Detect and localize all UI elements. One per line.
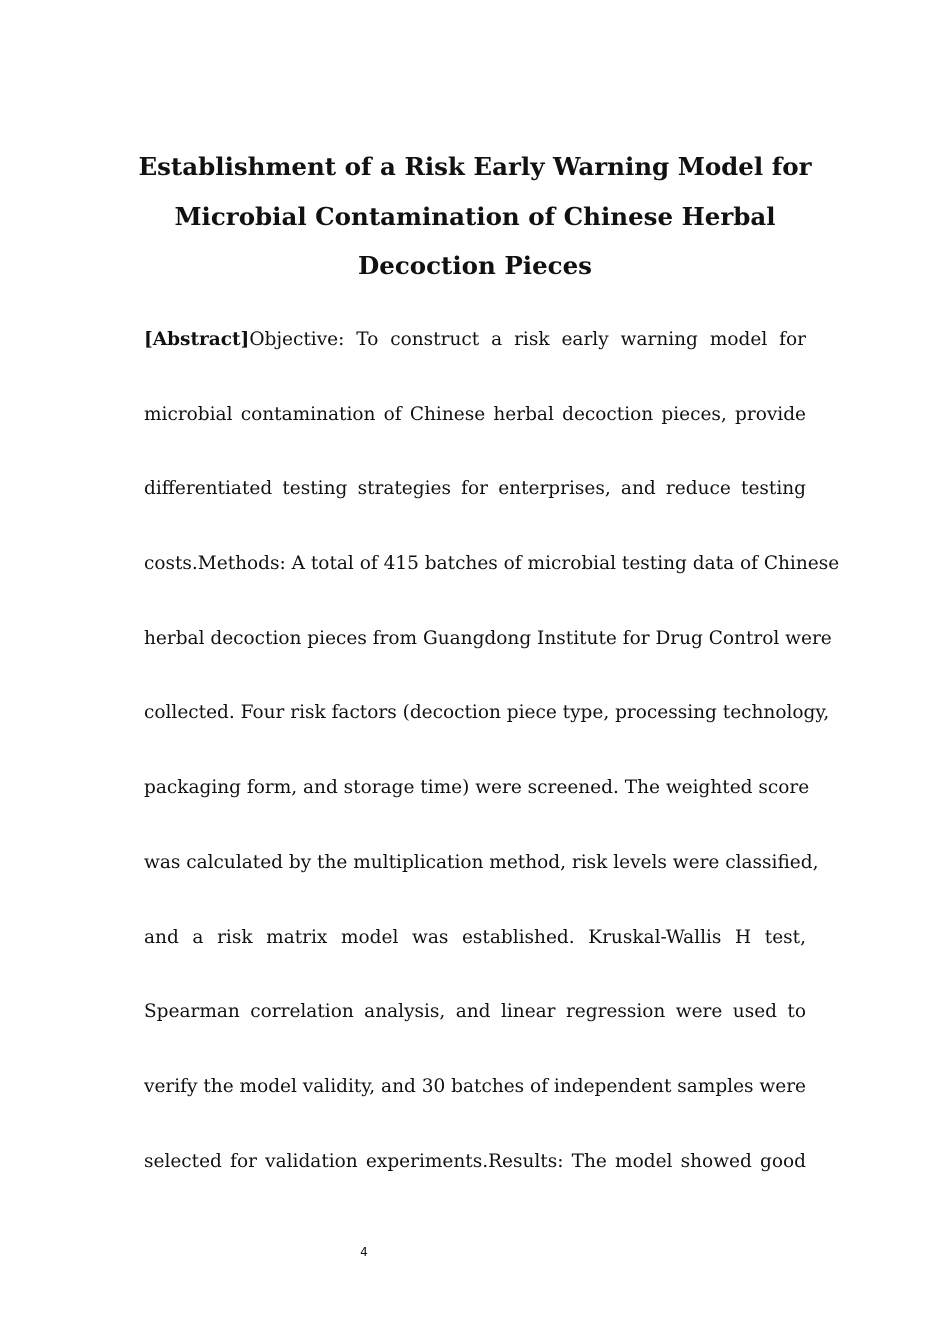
abstract-line: and a risk matrix model was established. Kruskal-Wallis H test, [144, 926, 806, 948]
abstract-line: selected for validation experiments.Results: The model showed good [144, 1150, 806, 1172]
abstract-line: was calculated by the multiplication method, risk levels were classified, [144, 851, 819, 873]
title-line: Decoction Pieces [358, 251, 592, 280]
abstract-line: verify the model validity, and 30 batches of independent samples were [144, 1075, 806, 1097]
paper-title [120, 142, 830, 291]
title-line: Establishment of a Risk Early Warning Model for [138, 152, 812, 181]
abstract-line: costs.Methods: A total of 415 batches of microbial testing data of Chinese [144, 553, 840, 575]
abstract-line: Spearman correlation analysis, and linear regression were used to [144, 1001, 806, 1023]
abstract-line: microbial contamination of Chinese herbal decoction pieces, provide [144, 403, 806, 425]
abstract-line: herbal decoction pieces from Guangdong Institute for Drug Control were [144, 627, 832, 649]
abstract-line: collected. Four risk factors (decoction piece type, processing technology, [144, 702, 830, 724]
abstract-text: Objective: To construct a risk early warning model for [249, 329, 806, 350]
abstract [144, 303, 840, 1199]
abstract-line: differentiated testing strategies for enterprises, and reduce testing [144, 478, 806, 500]
abstract-label: [Abstract] [144, 329, 250, 350]
abstract-line: packaging form, and storage time) were screened. The weighted score [144, 777, 810, 799]
page-number: 4 [360, 1245, 368, 1259]
title-line: Microbial Contamination of Chinese Herbal [174, 201, 776, 231]
abstract-line [144, 303, 806, 378]
